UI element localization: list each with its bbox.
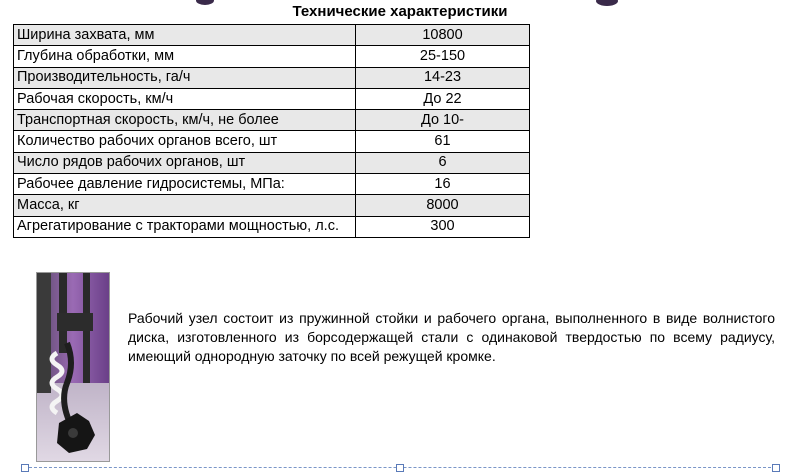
resize-handle[interactable] — [772, 464, 780, 472]
resize-handle[interactable] — [21, 464, 29, 472]
param-cell: Число рядов рабочих органов, шт — [14, 152, 356, 173]
value-cell: До 10- — [356, 110, 530, 131]
working-unit-photo[interactable] — [36, 272, 110, 462]
param-cell: Рабочая скорость, км/ч — [14, 88, 356, 109]
param-cell: Агрегатирование с тракторами мощностью, л.с. — [14, 216, 356, 237]
param-cell: Производительность, га/ч — [14, 67, 356, 88]
specs-table — [13, 24, 530, 238]
value-cell: До 22 — [356, 88, 530, 109]
disc-harrow-unit-icon — [37, 273, 109, 461]
value-cell: 300 — [356, 216, 530, 237]
table-row — [14, 67, 530, 88]
value-cell: 10800 — [356, 25, 530, 46]
table-row — [14, 174, 530, 195]
param-cell: Количество рабочих органов всего, шт — [14, 131, 356, 152]
value-cell: 6 — [356, 152, 530, 173]
table-row — [14, 25, 530, 46]
table-row — [14, 152, 530, 173]
value-cell: 61 — [356, 131, 530, 152]
param-cell: Рабочее давление гидросистемы, МПа: — [14, 174, 356, 195]
value-cell: 25-150 — [356, 46, 530, 67]
table-row — [14, 46, 530, 67]
param-cell: Масса, кг — [14, 195, 356, 216]
value-cell: 8000 — [356, 195, 530, 216]
value-cell: 14-23 — [356, 67, 530, 88]
table-row — [14, 88, 530, 109]
resize-handle[interactable] — [396, 464, 404, 472]
working-unit-description: Рабочий узел состоит из пружинной стойки и рабочего органа, выполненного в виде волнистого диска, изготовленного из борсодержащей стали с одинаковой твердостью по всему радиусу, имеющий однородную заточку по всей режущей кромке. — [128, 310, 775, 364]
table-row — [14, 216, 530, 237]
value-cell: 16 — [356, 174, 530, 195]
table-row — [14, 131, 530, 152]
table-row — [14, 110, 530, 131]
param-cell: Ширина захвата, мм — [14, 25, 356, 46]
table-row — [14, 195, 530, 216]
page-title: Технические характеристики — [292, 3, 508, 20]
param-cell: Глубина обработки, мм — [14, 46, 356, 67]
param-cell: Транспортная скорость, км/ч, не более — [14, 110, 356, 131]
